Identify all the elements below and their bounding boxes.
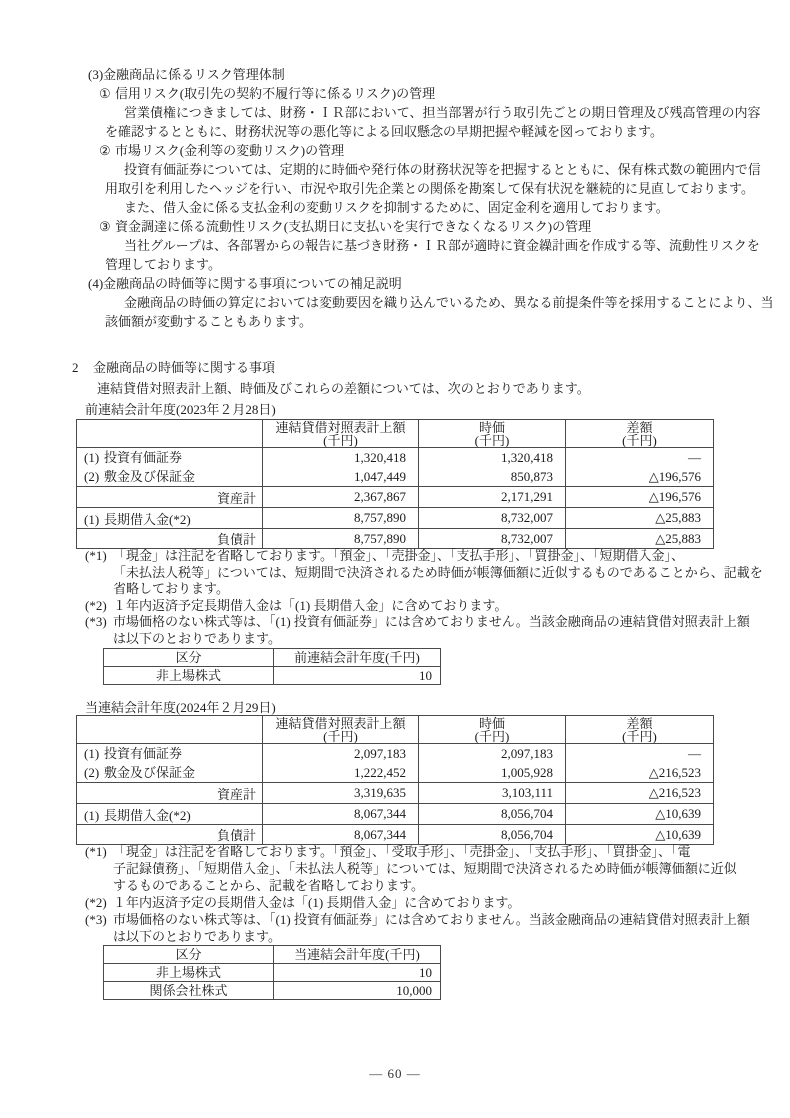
prior-year-subtable: [103, 648, 441, 685]
asset-labels-cell: (1) 投資有価証券 (2) 敷金及び保証金: [77, 448, 263, 487]
body-text-line: 金融商品の時価の算定においては変動要因を織り込んでいるため、異なる前提条件等を採用することにより、当: [124, 295, 774, 310]
section-4-title: 金融商品の時価等に関する事項についての補足説明: [103, 276, 402, 291]
body-text-line: 投資有価証券については、定期的に時価や発行体の財務状況等を把握するとともに、保有株式数の範囲内で信: [124, 162, 761, 177]
section-4-heading: [0, 274, 790, 293]
body-text-line: 用取引を利用したヘッジを行い、市況や取引先企業との関係を勘案して保有状況を継続的に見直しております。: [105, 181, 754, 196]
note-line: (*2) １年内返済予定の長期借入金は「(1) 長期借入金」に含めております。: [85, 895, 521, 910]
asset-diff-cell: ― △216,523: [566, 744, 714, 783]
subtable-header-row: 区分 当連結会計年度(千円): [104, 946, 441, 964]
table-row-assets: [77, 744, 714, 783]
header-empty-cell: [77, 420, 263, 448]
subtable-row: 非上場株式 10: [104, 964, 441, 982]
current-year-table: [76, 715, 714, 845]
table-row-longterm-loans: (1) 長期借入金(*2) 8,067,344 8,056,704 △10,639: [77, 804, 714, 825]
header-empty-cell: [77, 716, 263, 744]
table-row-longterm-loans: (1) 長期借入金(*2) 8,757,890 8,732,007 △25,883: [77, 508, 714, 529]
section-2-marker: 2: [72, 360, 79, 375]
header-fair-value: 時価 (千円): [419, 420, 566, 448]
prior-year-table: [76, 419, 714, 549]
section-2-title: 金融商品の時価等に関する事項: [93, 360, 276, 375]
prior-year-label: 前連結会計年度(2023年２月28日): [85, 402, 276, 417]
subtable-row: 関係会社株式 10,000: [104, 982, 441, 1000]
table-header-row: [77, 716, 714, 744]
header-carrying-amount: 連結貸借対照表計上額 (千円): [263, 420, 419, 448]
item-2-title: 市場リスク(金利等の変動リスク)の管理: [115, 143, 345, 158]
note-line: (*1) 「現金」は注記を省略しております。「預金」、「受取手形」、「売掛金」、「支払手形」、「買掛金」、「電: [85, 844, 691, 859]
item-1-heading: [0, 84, 790, 103]
note-line: (*2) １年内返済予定長期借入金は「(1) 長期借入金」に含めております。: [85, 597, 508, 613]
body-text-line: 営業債権につきましては、財務・ＩＲ部において、担当部署が行う取引先ごとの期日管理及び残高管理の内容: [124, 105, 761, 120]
section-3-title: 金融商品に係るリスク管理体制: [103, 67, 285, 82]
header-difference: 差額 (千円): [566, 420, 714, 448]
current-year-label: 当連結会計年度(2024年２月29日): [85, 700, 276, 715]
note-line: 省略しております。: [113, 581, 229, 597]
note-line: は以下のとおりであります。: [113, 630, 281, 646]
asset-fair-cell: 2,097,183 1,005,928: [419, 744, 566, 783]
asset-carrying-cell: 2,097,183 1,222,452: [263, 744, 419, 783]
note-line: は以下のとおりであります。: [113, 929, 281, 944]
asset-diff-cell: ― △196,576: [566, 448, 714, 487]
item-3-heading: [0, 217, 790, 236]
body-text-line: を確認するとともに、財務状況等の悪化等による回収懸念の早期把握や軽減を図っております。: [105, 124, 663, 139]
asset-fair-cell: 1,320,418 850,873: [419, 448, 566, 487]
table-row-asset-total: 資産計 3,319,635 3,103,111 △216,523: [77, 783, 714, 804]
current-year-subtable: [103, 945, 441, 1000]
subtable-row: 非上場株式 10: [104, 667, 441, 685]
table-row-asset-total: 資産計 2,367,867 2,171,291 △196,576: [77, 487, 714, 508]
asset-carrying-cell: 1,320,418 1,047,449: [263, 448, 419, 487]
table-row-assets: [77, 448, 714, 487]
section-3-marker: (3): [88, 67, 104, 82]
table-row-liability-total: 負債計 8,067,344 8,056,704 △10,639: [77, 825, 714, 845]
body-text-line: また、借入金に係る支払金利の変動リスクを抑制するために、固定金利を適用しております。: [124, 200, 669, 215]
section-3-heading: [0, 65, 790, 84]
body-text-line: 該価額が変動することもあります。: [105, 314, 312, 329]
header-fair-value: 時価 (千円): [419, 716, 566, 744]
note-line: 「未払法人税等」については、短期間で決済されるため時価が帳簿価額に近似するものであることから、記載を: [113, 564, 763, 580]
prior-year-subtable-wrap: [103, 648, 440, 685]
body-text-line: 管理しております。: [105, 257, 221, 272]
current-year-notes: [0, 843, 790, 945]
note-line: (*1) 「現金」は注記を省略しております。「預金」、「売掛金」、「支払手形」、「買掛金」、「短期借入金」、: [85, 548, 684, 563]
current-year-subtable-wrap: [103, 945, 440, 1000]
prior-year-notes: [0, 548, 790, 648]
subtable-header-row: 区分 前連結会計年度(千円): [104, 649, 441, 667]
current-year-table-wrap: [76, 715, 713, 845]
asset-labels-cell: (1) 投資有価証券 (2) 敷金及び保証金: [77, 744, 263, 783]
section-2-heading: [0, 357, 790, 378]
risk-management-section: [0, 65, 790, 331]
item-2-heading: [0, 141, 790, 160]
body-text-line: 当社グループは、各部署からの報告に基づき財務・ＩＲ部が適時に資金繰計画を作成する等、流動性リスクを: [124, 238, 760, 253]
item-3-title: 資金調達に係る流動性リスク(支払期日に支払いを実行できなくなるリスク)の管理: [115, 219, 592, 234]
item-3-marker: ③: [99, 219, 111, 234]
table-row-liability-total: 負債計 8,757,890 8,732,007 △25,883: [77, 529, 714, 549]
item-2-marker: ②: [99, 143, 111, 158]
section-4-marker: (4): [88, 276, 104, 291]
table-header-row: [77, 420, 714, 448]
section-2-intro: 連結貸借対照表計上額、時価及びこれらの差額については、次のとおりであります。: [97, 381, 590, 396]
prior-year-table-wrap: [76, 419, 713, 549]
fair-value-section: [0, 357, 790, 420]
page-number: ― 60 ―: [369, 1066, 421, 1081]
note-line: (*3) 市場価格のない株式等は、「(1) 投資有価証券」には含めておりません。当該金融商品の連結貸借対照表計上額: [85, 912, 750, 927]
item-1-marker: ①: [99, 86, 111, 101]
header-carrying-amount: 連結貸借対照表計上額 (千円): [263, 716, 419, 744]
header-difference: 差額 (千円): [566, 716, 714, 744]
note-line: (*3) 市場価格のない株式等は、「(1) 投資有価証券」には含めておりません。当該金融商品の連結貸借対照表計上額: [85, 614, 750, 630]
note-line: 子記録債務」、「短期借入金」、「未払法人税等」については、短期間で決済されるため時価が帳簿価額に近似: [113, 861, 737, 876]
item-1-title: 信用リスク(取引先の契約不履行等に係るリスク)の管理: [115, 86, 436, 101]
note-line: するものであることから、記載を省略しております。: [113, 878, 424, 893]
